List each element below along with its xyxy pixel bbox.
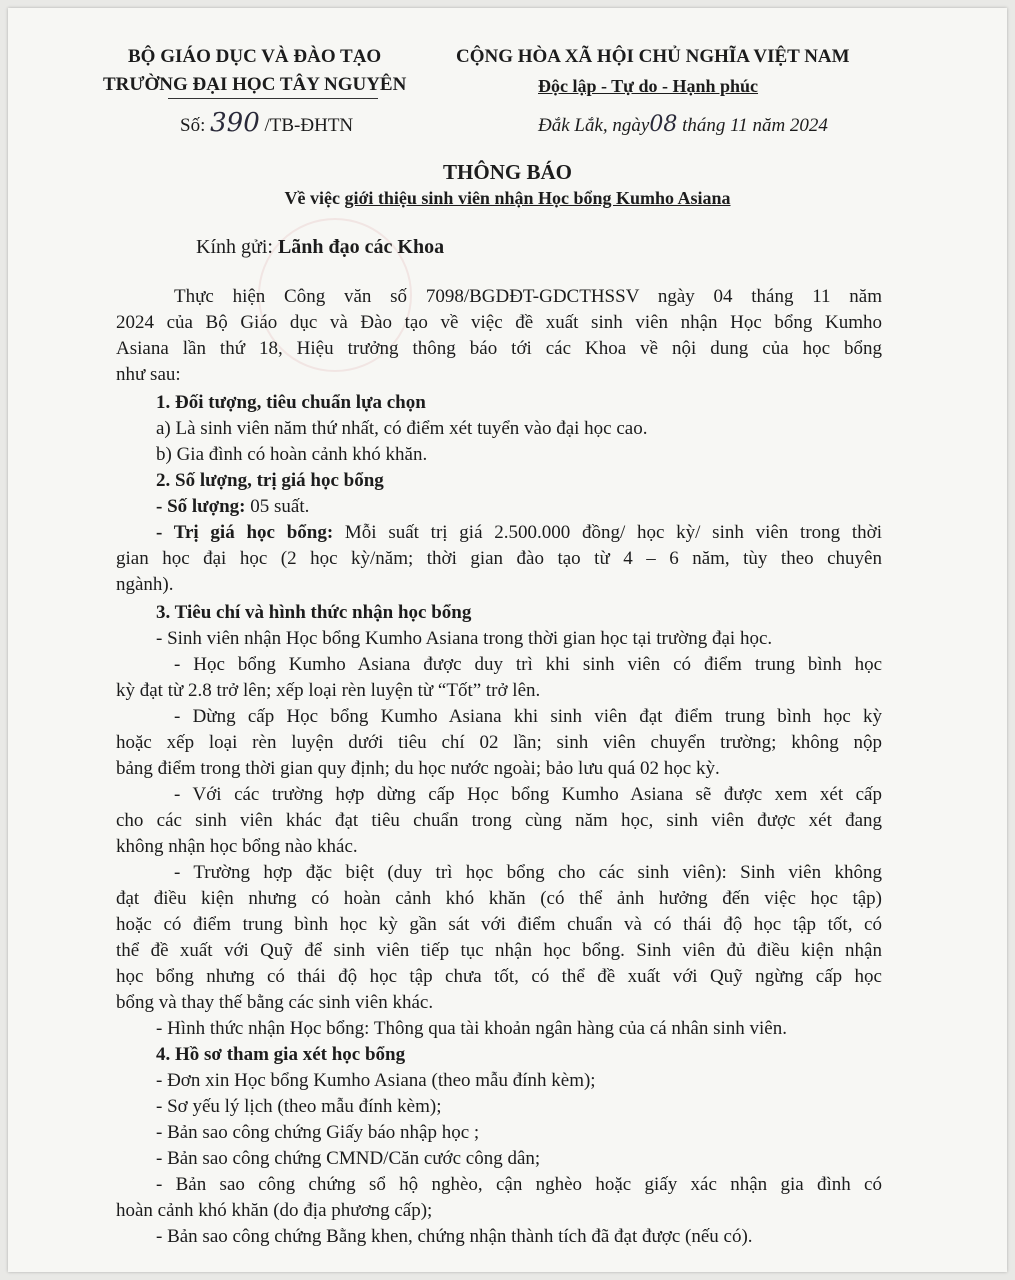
section-2-value-line: gian học đại học (2 học kỳ/năm; thời gian đào tạo từ 4 – 6 năm, tùy theo chuyên	[116, 548, 882, 569]
section-3-line: - Trường hợp đặc biệt (duy trì học bổng cho các sinh viên): Sinh viên không	[174, 862, 882, 883]
subject-prefix: Về việc	[284, 188, 340, 208]
intro-line: 2024 của Bộ Giáo dục và Đào tạo về việc đề xuất sinh viên nhận Học bổng Kumho	[116, 312, 882, 333]
ministry-name: BỘ GIÁO DỤC VÀ ĐÀO TẠO	[128, 46, 382, 67]
motto: Độc lập - Tự do - Hạnh phúc	[538, 76, 759, 96]
intro-line: Thực hiện Công văn số 7098/BGDĐT-GDCTHSSV ngày 04 tháng 11 năm	[174, 286, 882, 307]
intro-line: như sau:	[116, 364, 181, 385]
section-3-line: - Sinh viên nhận Học bổng Kumho Asiana trong thời gian học tại trường đại học.	[156, 628, 773, 649]
section-3-line: - Học bổng Kumho Asiana được duy trì khi sinh viên có điểm trung bình học	[174, 654, 882, 675]
section-3-line: thể đề xuất với Quỹ để sinh viên tiếp tục nhận học bổng. Sinh viên đủ điều kiện nhận	[116, 940, 882, 961]
section-3-line: - Hình thức nhận Học bổng: Thông qua tài khoản ngân hàng của cá nhân sinh viên.	[156, 1018, 787, 1039]
quantity-value: 05 suất.	[250, 496, 310, 517]
subject-text: giới thiệu sinh viên nhận Học bổng Kumho Asiana	[344, 188, 731, 208]
country-name: CỘNG HÒA XÃ HỘI CHỦ NGHĨA VIỆT NAM	[456, 46, 850, 67]
so-label: Số:	[180, 115, 206, 136]
value-label: - Trị giá học bổng:	[156, 522, 334, 543]
header-left-underline	[168, 98, 378, 99]
date-day-handwritten: 08	[649, 112, 678, 137]
value-text: Mỗi suất trị giá 2.500.000 đồng/ học kỳ/ sinh viên trong thời	[344, 522, 882, 543]
section-2-value	[156, 522, 882, 544]
section-1-heading: 1. Đối tượng, tiêu chuẩn lựa chọn	[156, 392, 426, 413]
section-3-line: hoặc xếp loại rèn luyện dưới tiêu chí 02 lần; sinh viên chuyển trường; không nộp	[116, 732, 882, 753]
section-3-line: hoặc có điểm trung bình học kỳ gần sát với điểm chuẩn và có thái độ học tập tốt, có	[116, 914, 882, 935]
section-3-line: không nhận học bổng nào khác.	[116, 836, 358, 857]
section-3-line: - Với các trường hợp dừng cấp Học bổng Kumho Asiana sẽ được xem xét cấp	[174, 784, 882, 805]
section-3-line: kỳ đạt từ 2.8 trở lên; xếp loại rèn luyện từ “Tốt” trở lên.	[116, 680, 541, 701]
section-4-line: - Bản sao công chứng Giấy báo nhập học ;	[156, 1122, 480, 1143]
section-2-heading: 2. Số lượng, trị giá học bổng	[156, 470, 384, 491]
section-3-line: đạt điều kiện nhưng có hoàn cảnh khó khăn (có thể ảnh hưởng đến việc học tập)	[116, 888, 882, 909]
date-suffix: tháng 11 năm 2024	[682, 115, 828, 136]
section-4-heading: 4. Hồ sơ tham gia xét học bổng	[156, 1044, 406, 1065]
section-3-line: - Dừng cấp Học bổng Kumho Asiana khi sinh viên đạt điểm trung bình học kỳ	[174, 706, 882, 727]
section-2-quantity	[156, 496, 882, 518]
section-1-item-b: b) Gia đình có hoàn cảnh khó khăn.	[156, 444, 428, 465]
section-4-line: - Bản sao công chứng CMND/Căn cước công dân;	[156, 1148, 541, 1169]
section-4-line: - Bản sao công chứng Bằng khen, chứng nhận thành tích đã đạt được (nếu có).	[156, 1226, 753, 1247]
section-4-line: - Sơ yếu lý lịch (theo mẫu đính kèm);	[156, 1096, 442, 1117]
document-title: THÔNG BÁO	[443, 160, 572, 184]
date-prefix: Đắk Lắk, ngày	[538, 115, 650, 136]
document-subject	[8, 188, 1007, 209]
date-line	[538, 112, 828, 137]
document-body	[116, 286, 882, 1246]
section-1-item-a: a) Là sinh viên năm thứ nhất, có điểm xét tuyển vào đại học cao.	[156, 418, 648, 439]
intro-line: Asiana lần thứ 18, Hiệu trưởng thông báo tới các Khoa về nội dung của học bổng	[116, 338, 882, 359]
section-3-line: bổng và thay thế bằng các sinh viên khác.	[116, 992, 434, 1013]
section-2-value-line: ngành).	[116, 574, 174, 595]
university-name: TRƯỜNG ĐẠI HỌC TÂY NGUYÊN	[103, 74, 407, 95]
section-3-line: học bổng nhưng có thái độ học tập chưa tốt, có thể đề xuất với Quỹ ngừng cấp học	[116, 966, 882, 987]
section-4-line: hoàn cảnh khó khăn (do địa phương cấp);	[116, 1200, 433, 1221]
greeting-label: Kính gửi:	[196, 236, 273, 258]
greeting-recipient: Lãnh đạo các Khoa	[277, 236, 445, 258]
document-number	[180, 108, 353, 138]
section-4-line: - Bản sao công chứng sổ hộ nghèo, cận nghèo hoặc giấy xác nhận gia đình có	[156, 1174, 882, 1195]
so-number-handwritten: 390	[210, 108, 260, 138]
document-page	[8, 8, 1007, 1272]
section-4-line: - Đơn xin Học bổng Kumho Asiana (theo mẫu đính kèm);	[156, 1070, 596, 1091]
quantity-label: - Số lượng:	[156, 496, 246, 517]
greeting	[196, 236, 444, 259]
so-suffix: /TB-ĐHTN	[264, 115, 354, 136]
section-3-line: cho các sinh viên khác đạt tiêu chuẩn trong cùng năm học, sinh viên được xét đang	[116, 810, 882, 831]
section-3-line: bảng điểm trong thời gian quy định; du học nước ngoài; bảo lưu quá 02 học kỳ.	[116, 758, 720, 779]
section-3-heading: 3. Tiêu chí và hình thức nhận học bổng	[156, 602, 472, 623]
